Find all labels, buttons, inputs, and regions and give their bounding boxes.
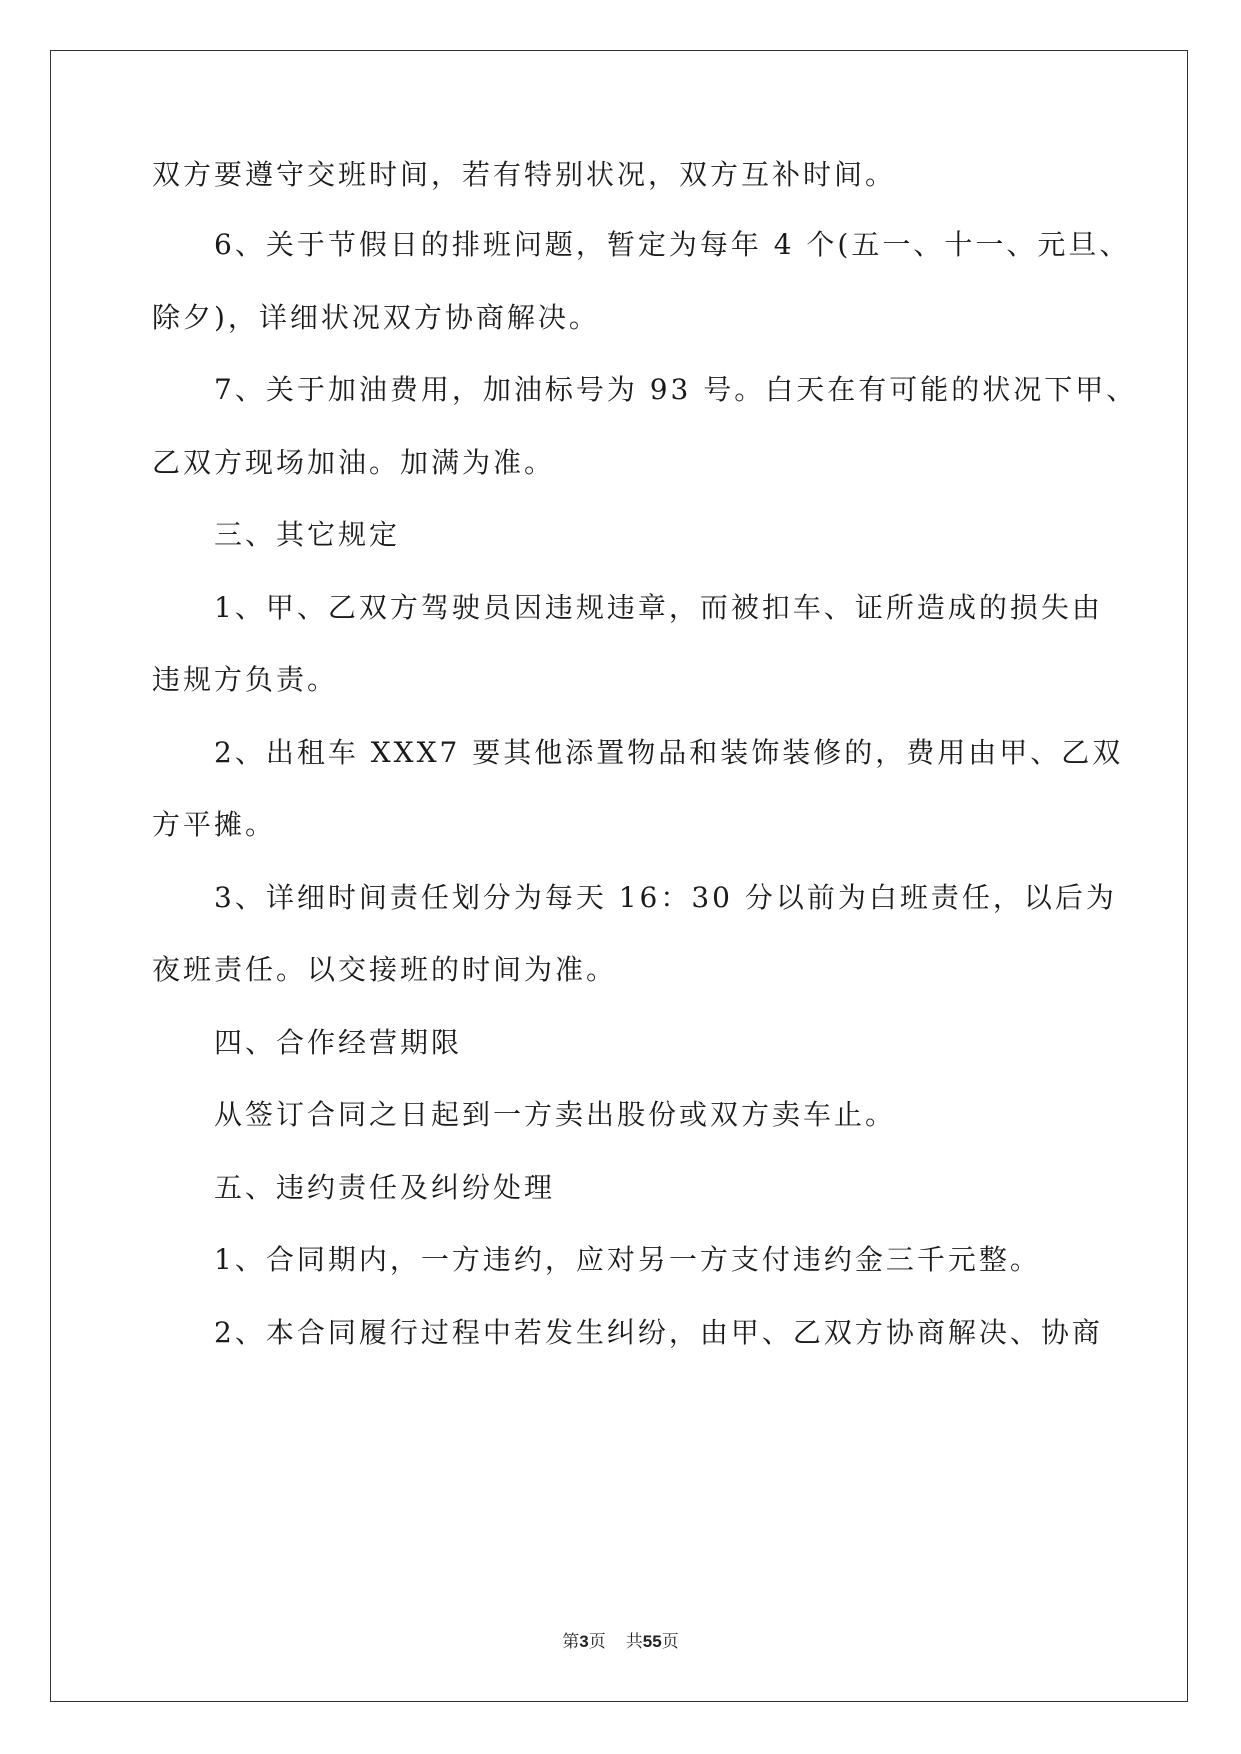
text-line: 乙双方现场加油。加满为准。 xyxy=(152,446,556,479)
section-heading: 三、其它规定 xyxy=(214,518,401,551)
section-heading: 五、违约责任及纠纷处理 xyxy=(214,1171,556,1204)
text-line: 1、甲、乙双方驾驶员因违规违章，而被扣车、证所造成的损失由 xyxy=(214,591,1103,624)
text-line: 2、本合同履行过程中若发生纠纷，由甲、乙双方协商解决、协商 xyxy=(214,1316,1103,1349)
text-line: 3、详细时间责任划分为每天 16：30 分以前为白班责任，以后为 xyxy=(214,881,1117,914)
total-prefix: 共 xyxy=(625,1632,643,1651)
text-line: 夜班责任。以交接班的时间为准。 xyxy=(152,953,618,986)
total-unit: 页 xyxy=(661,1632,679,1651)
page-unit: 页 xyxy=(588,1632,606,1651)
text-line: 双方要遵守交班时间，若有特别状况，双方互补时间。 xyxy=(152,158,897,191)
section-heading: 四、合作经营期限 xyxy=(214,1026,463,1059)
text-line: 1、合同期内，一方违约，应对另一方支付违约金三千元整。 xyxy=(214,1243,1041,1276)
text-line: 6、关于节假日的排班问题，暂定为每年 4 个(五一、十一、元旦、 xyxy=(214,228,1131,261)
page-footer xyxy=(0,1627,1241,1652)
text-line: 除夕)，详细状况双方协商解决。 xyxy=(152,301,600,334)
text-line: 从签订合同之日起到一方卖出股份或双方卖车止。 xyxy=(214,1098,897,1131)
text-line: 违规方负责。 xyxy=(152,663,339,696)
total-pages: 55 xyxy=(642,1632,662,1651)
text-line: 7、关于加油费用，加油标号为 93 号。白天在有可能的状况下甲、 xyxy=(214,373,1138,406)
page-number: 3 xyxy=(579,1632,589,1651)
text-line: 2、出租车 XXX7 要其他添置物品和装饰装修的，费用由甲、乙双 xyxy=(214,736,1124,769)
text-line: 方平摊。 xyxy=(152,808,277,841)
page-prefix: 第 xyxy=(562,1632,580,1651)
